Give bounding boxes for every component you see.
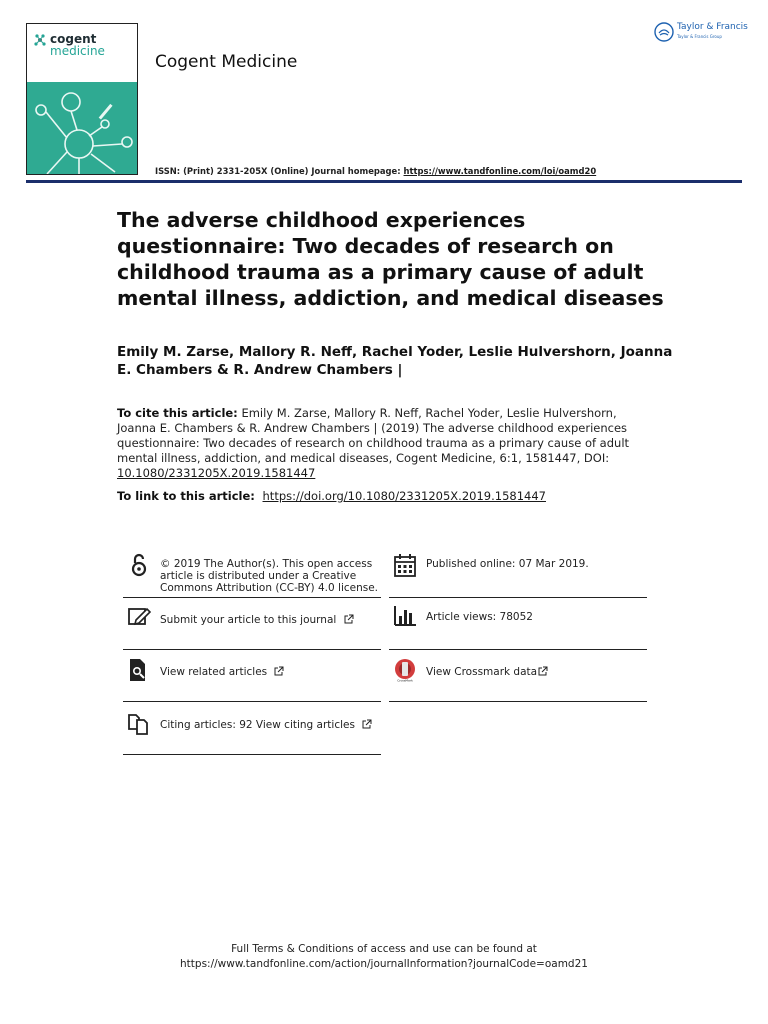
- cogent-mark-icon: [33, 33, 47, 47]
- external-link-icon: [344, 614, 354, 624]
- footer-terms-url[interactable]: https://www.tandfonline.com/action/journalInformation?journalCode=oamd21: [180, 958, 588, 970]
- journal-title: Cogent Medicine: [155, 52, 298, 72]
- cover-artwork: [27, 82, 137, 175]
- external-link-icon: [362, 719, 372, 729]
- license-text: [160, 558, 380, 594]
- svg-text:CrossMark: CrossMark: [397, 678, 413, 682]
- article-authors: Emily M. Zarse, Mallory R. Neff, Rachel Yoder, Leslie Hulvershorn, Joanna E. Chambers & R. Andrew Chambers |: [117, 344, 673, 378]
- license-line-3: Commons Attribution (CC-BY) 4.0 license.: [160, 582, 379, 594]
- crossmark-text: [426, 666, 646, 678]
- citation-block: [117, 406, 637, 481]
- cover-sub: medicine: [50, 44, 105, 58]
- divider: [389, 649, 647, 650]
- cogent-logo: [33, 33, 105, 58]
- submit-text: [160, 614, 380, 626]
- cover-brand: cogent: [50, 32, 97, 46]
- publisher-logo[interactable]: [654, 22, 748, 42]
- issn-line: [155, 166, 596, 176]
- divider: [389, 701, 647, 702]
- crossmark-icon: [393, 658, 417, 682]
- divider: [123, 754, 381, 755]
- edit-icon: [127, 605, 151, 629]
- footer-terms: Full Terms & Conditions of access and use can be found at: [231, 943, 537, 955]
- journal-homepage-link[interactable]: https://www.tandfonline.com/loi/oamd20: [403, 166, 597, 176]
- bar-chart-icon: [393, 604, 417, 628]
- crossmark-label: View Crossmark data: [426, 666, 538, 678]
- link-label: To link to this article:: [117, 489, 259, 503]
- citing-documents-icon: [127, 711, 151, 735]
- header-rule: [26, 180, 742, 183]
- journal-cover: [26, 23, 138, 175]
- cover-top: [27, 24, 137, 82]
- article-doi-link[interactable]: https://doi.org/10.1080/2331205X.2019.1581447: [262, 489, 546, 503]
- divider: [123, 597, 381, 598]
- calendar-icon: [393, 553, 417, 577]
- views-text: Article views: 78052: [426, 611, 533, 623]
- issn-text: ISSN: (Print) 2331-205X (Online) Journal homepage:: [155, 166, 404, 176]
- cite-label: To cite this article:: [117, 406, 238, 420]
- external-link-icon: [274, 666, 284, 676]
- citing-text: [160, 719, 380, 731]
- divider: [389, 597, 647, 598]
- submit-label: Submit your article to this journal: [160, 614, 337, 626]
- publisher-name: Taylor & Francis: [677, 22, 748, 32]
- published-text: Published online: 07 Mar 2019.: [426, 558, 589, 570]
- taylor-francis-icon: [654, 22, 674, 42]
- publisher-group: Taylor & Francis Group: [677, 34, 722, 39]
- license-line-1: © 2019 The Author(s). This open access: [160, 558, 373, 570]
- footer: [0, 942, 768, 972]
- license-line-2: article is distributed under a Creative: [160, 570, 357, 582]
- cite-text: Emily M. Zarse, Mallory R. Neff, Rachel Yoder, Leslie Hulvershorn, Joanna E. Chambers & R. Andrew Chambers | (2019) The adverse childhood experiences questionnaire: Two decades of research on childhood trauma as a primary cause of adult mental illness, addiction, and medical diseases, Cogent Medicine, 6:1, 1581447, DOI:: [117, 406, 630, 465]
- divider: [123, 701, 381, 702]
- article-title: The adverse childhood experiences questionnaire: Two decades of research on childhood trauma as a primary cause of adult mental illness, addiction, and medical diseases: [117, 208, 664, 310]
- related-text: [160, 666, 380, 678]
- open-access-icon: [127, 553, 151, 577]
- related-label: View related articles: [160, 666, 268, 678]
- publisher-name-block: [677, 23, 748, 41]
- external-link-icon: [538, 666, 548, 676]
- search-document-icon: [127, 658, 151, 682]
- cite-doi-link[interactable]: 10.1080/2331205X.2019.1581447: [117, 466, 316, 480]
- divider: [123, 649, 381, 650]
- link-block: [117, 489, 677, 504]
- citing-label: Citing articles: 92 View citing articles: [160, 719, 355, 731]
